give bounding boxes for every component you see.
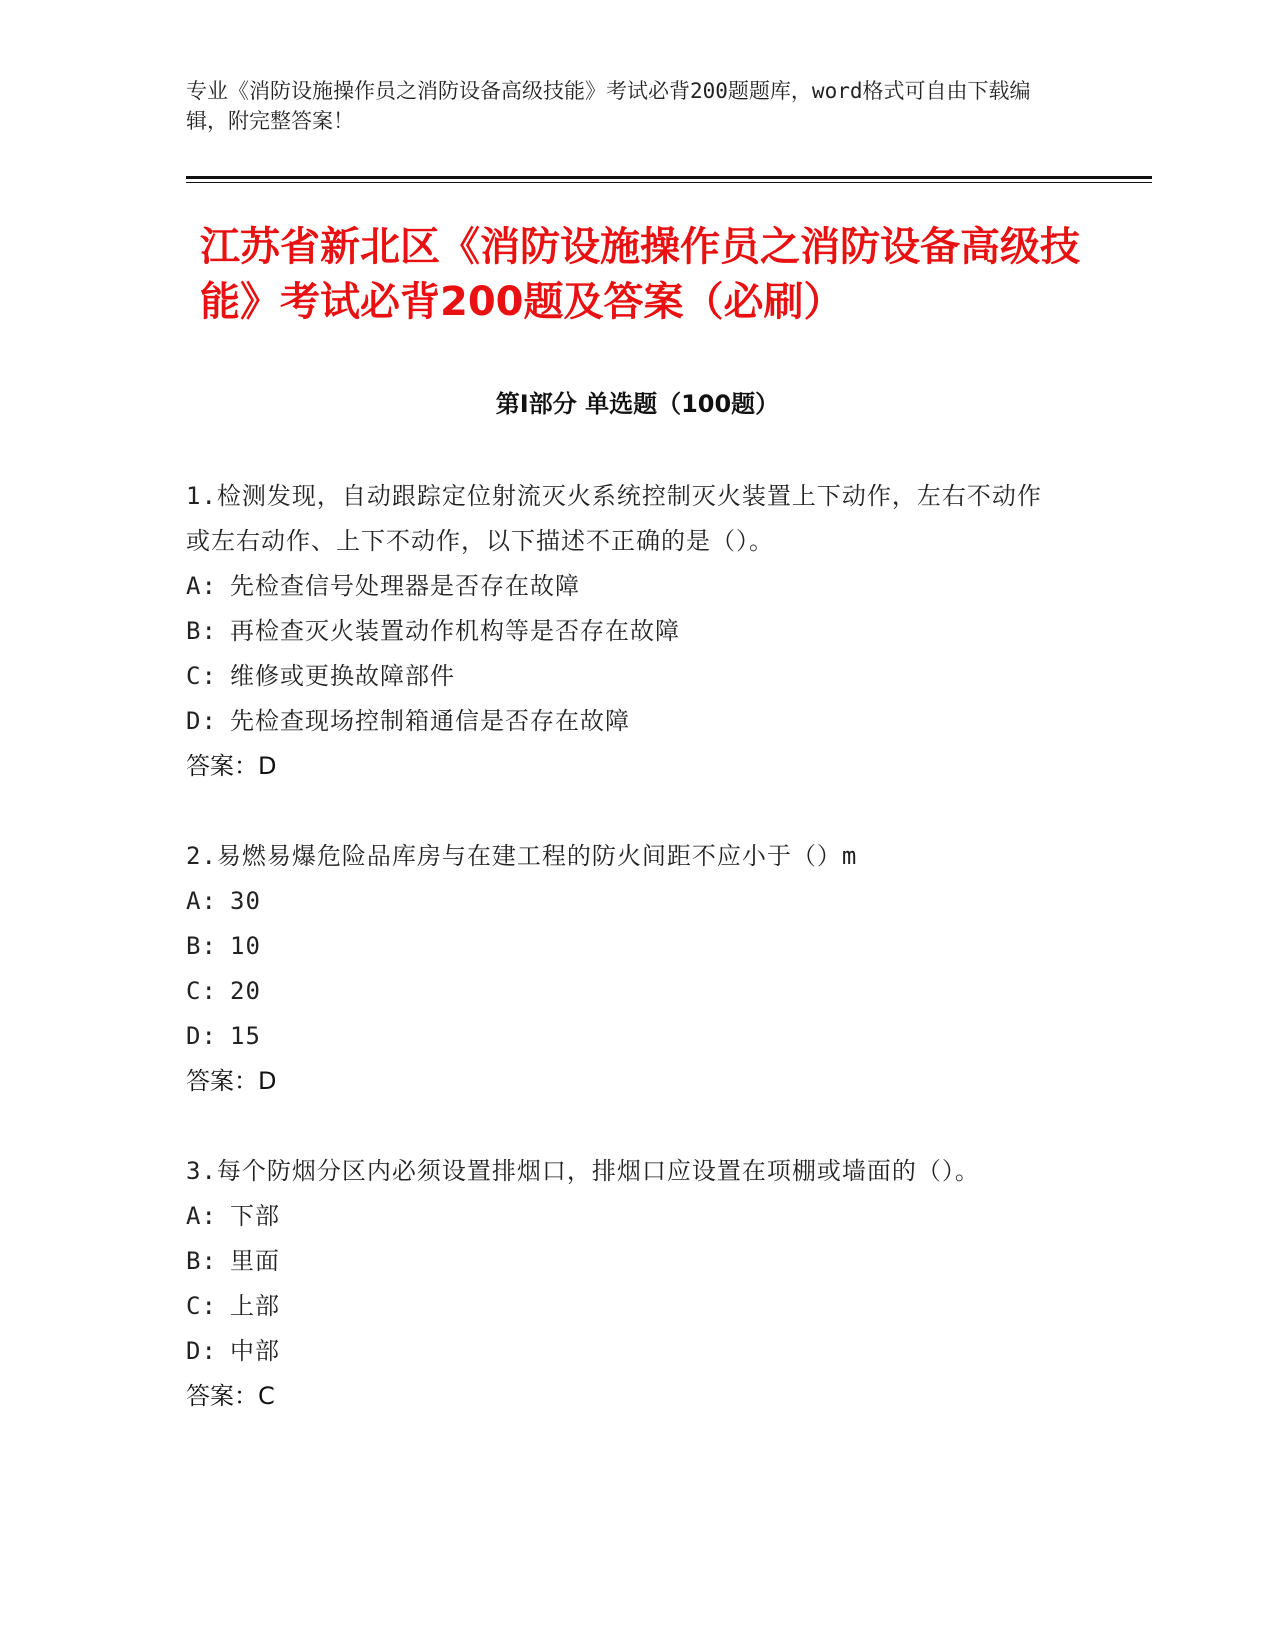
header-divider (186, 176, 1152, 179)
option-label: B: (186, 617, 217, 645)
option-text: 先检查现场控制箱通信是否存在故障 (230, 707, 630, 735)
option-text: 先检查信号处理器是否存在故障 (230, 572, 580, 600)
option-b (186, 924, 1066, 969)
option-c (186, 969, 1066, 1014)
option-label: D: (186, 1022, 217, 1050)
question-list (186, 474, 1066, 1464)
header-divider-thin (186, 182, 1152, 183)
option-label: C: (186, 1292, 217, 1320)
option-text: 上部 (230, 1292, 280, 1320)
question-2 (186, 834, 1066, 1104)
option-text: 下部 (230, 1202, 280, 1230)
option-d (186, 1014, 1066, 1059)
option-text: 15 (230, 1022, 261, 1050)
option-text: 中部 (230, 1337, 280, 1365)
answer: 答案：D (186, 752, 277, 780)
option-c (186, 654, 1066, 699)
option-text: 维修或更换故障部件 (230, 662, 455, 690)
option-b (186, 1239, 1066, 1284)
question-text: 3.每个防烟分区内必须设置排烟口，排烟口应设置在项棚或墙面的（）。 (186, 1157, 980, 1185)
option-a (186, 879, 1066, 924)
option-label: B: (186, 1247, 217, 1275)
option-text: 20 (230, 977, 261, 1005)
option-label: B: (186, 932, 217, 960)
option-a (186, 564, 1066, 609)
option-label: D: (186, 1337, 217, 1365)
question-text: 1.检测发现，自动跟踪定位射流灭火系统控制灭火装置上下动作，左右不动作或左右动作、上下不动作，以下描述不正确的是（）。 (186, 482, 1042, 555)
option-a (186, 1194, 1066, 1239)
option-d (186, 699, 1066, 744)
answer: 答案：C (186, 1382, 275, 1410)
document-title: 江苏省新北区《消防设施操作员之消防设备高级技能》考试必背200题及答案（必刷） (200, 224, 1080, 325)
option-text: 再检查灭火装置动作机构等是否存在故障 (230, 617, 680, 645)
option-b (186, 609, 1066, 654)
question-1 (186, 474, 1066, 789)
header-note: 专业《消防设施操作员之消防设备高级技能》考试必背200题题库，word格式可自由下载编辑，附完整答案！ (186, 79, 1031, 133)
option-text: 里面 (230, 1247, 280, 1275)
option-label: A: (186, 572, 217, 600)
question-3 (186, 1149, 1066, 1419)
section-heading: 第I部分 单选题（100题） (495, 390, 780, 418)
option-d (186, 1329, 1066, 1374)
option-label: C: (186, 977, 217, 1005)
answer: 答案：D (186, 1067, 277, 1095)
option-label: D: (186, 707, 217, 735)
option-label: A: (186, 887, 217, 915)
option-text: 30 (230, 887, 261, 915)
option-label: A: (186, 1202, 217, 1230)
option-c (186, 1284, 1066, 1329)
option-text: 10 (230, 932, 261, 960)
option-label: C: (186, 662, 217, 690)
question-text: 2.易燃易爆危险品库房与在建工程的防火间距不应小于（）m (186, 842, 858, 870)
